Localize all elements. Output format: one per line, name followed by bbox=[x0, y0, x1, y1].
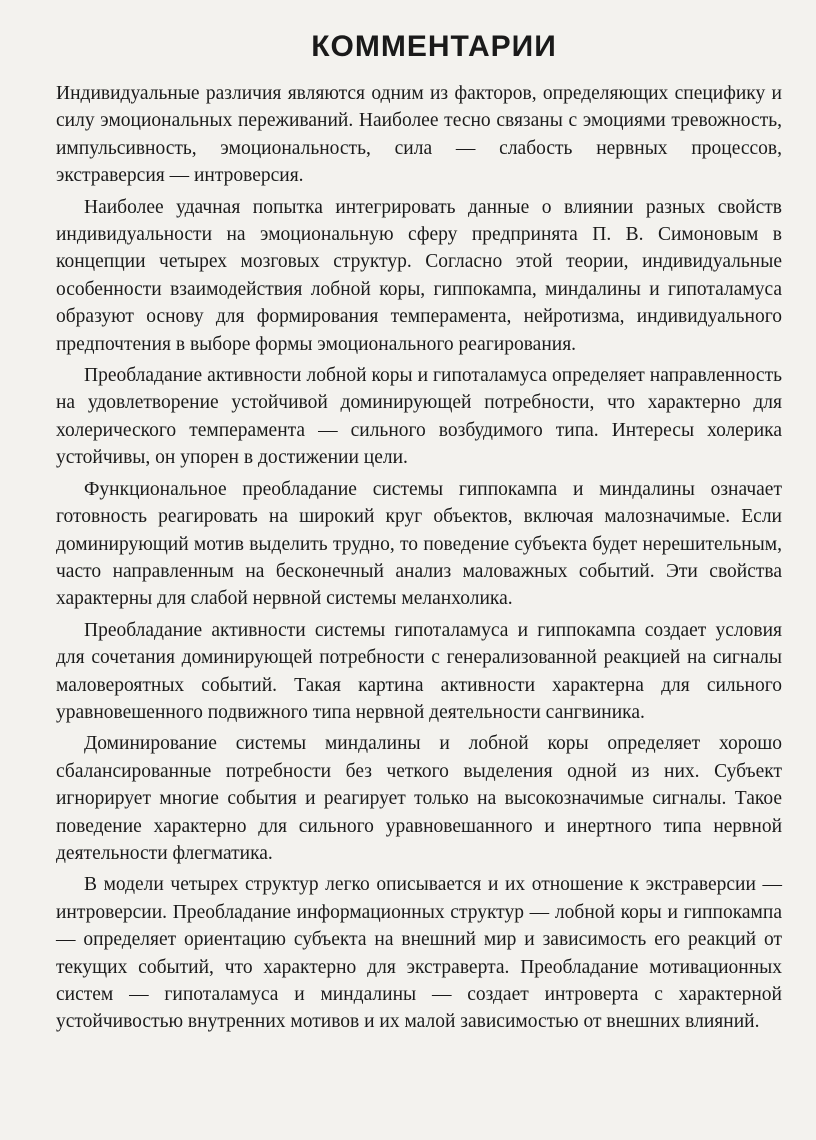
paragraph-5: Преобладание активности системы гипоталамуса и гиппокампа создает условия для сочетания доминирующей потребности с генерализованной реакцией на сигналы маловероятных событий. Такая картина активности характерна для сильного уравновешенного подвижного типа нервной деятельности сангвиника. bbox=[56, 619, 782, 723]
paragraph-4: Функциональное преобладание системы гиппокампа и миндалины означает готовность реагировать на широкий круг объектов, включая малозначимые. Если доминирующий мотив выделить трудно, то поведение субъекта будет нерешительным, часто направленным на бесконечный анализ маловажных событий. Эти свойства характерны для слабой нервной системы меланхолика. bbox=[56, 478, 782, 610]
paragraph-7: В модели четырех структур легко описывается и их отношение к экстраверсии — интроверсии. Преобладание информационных структур — лобной коры и гиппокампа — определяет ориентацию субъекта на внешний мир и зависимость его реакций от текущих событий, что характерно для экстраверта. Преобладание мотивационных систем — гипоталамуса и миндалины — создает интроверта с характерной устойчивостью внутренних мотивов и их малой зависимостью от внешних влияний. bbox=[56, 874, 782, 1033]
paragraph-3: Преобладание активности лобной коры и гипоталамуса определяет направленность на удовлетворение устойчивой доминирующей потребности, что характерно для холерического темперамента — сильного возбудимого типа. Интересы холерика устойчивы, он упорен в достижении цели. bbox=[56, 365, 782, 469]
paragraph-6: Доминирование системы миндалины и лобной коры определяет хорошо сбалансированные потребности без четкого выделения одной из них. Субъект игнорирует многие события и реагирует только на высокозначимые сигналы. Такое поведение характерно для сильного уравновешанного и инертного типа нервной деятельности флегматика. bbox=[56, 733, 782, 864]
page-title: КОММЕНТАРИИ bbox=[311, 30, 557, 63]
paragraph-1: Индивидуальные различия являются одним из факторов, определяющих специфику и силу эмоциональных переживаний. Наиболее тесно связаны с эмоциями тревожность, импульсивность, эмоциональность, сила — слабость нервных процессов, экстраверсия — интроверсия. bbox=[56, 83, 782, 187]
paragraph-2: Наиболее удачная попытка интегрировать данные о влиянии разных свойств индивидуальности на эмоциональную сферу предпринята П. В. Симоновым в концепции четырех мозговых структур. Согласно этой теории, индивидуальные особенности взаимодействия лобной коры, гиппокампа, миндалины и гипоталамуса образуют основу для формирования темперамента, нейротизма, индивидуального предпочтения в выборе формы эмоционального реагирования. bbox=[56, 196, 782, 355]
